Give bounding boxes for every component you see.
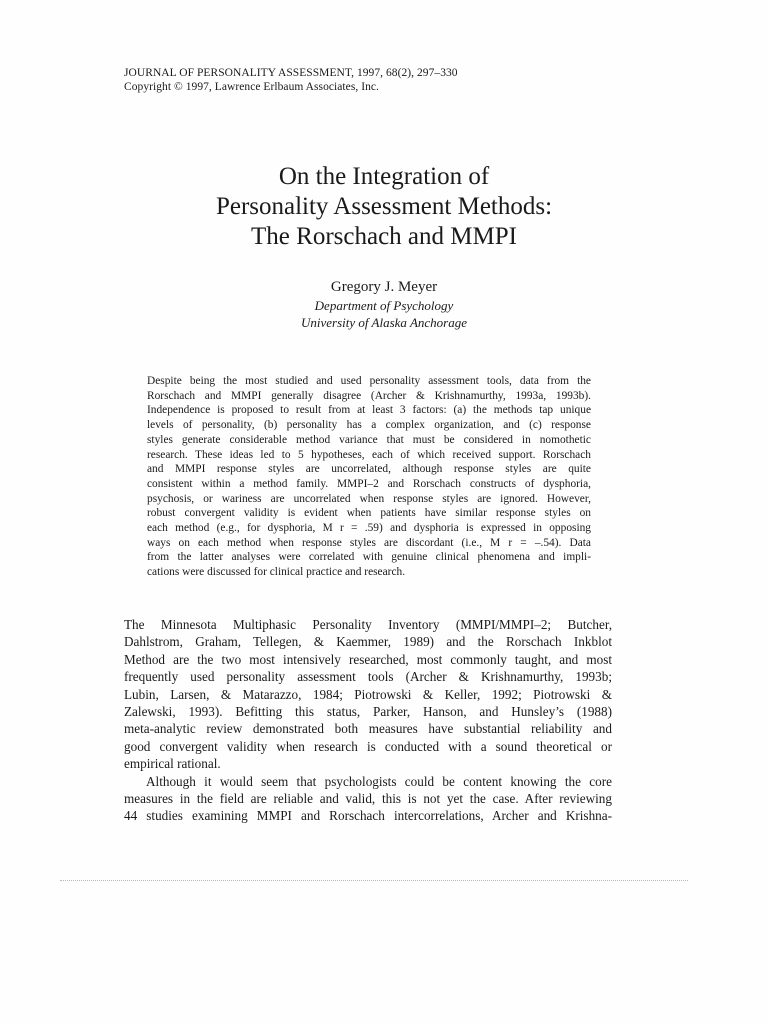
body-line: meta-analytic review demonstrated both measures have substantial reliability and (124, 721, 612, 737)
title-line-2: Personality Assessment Methods: (215, 193, 553, 220)
author-block (84, 278, 684, 331)
abstract-line: research. These ideas led to 5 hypotheses, each of which received support. Rorschach (147, 448, 591, 461)
abstract-line: levels of personality, (b) personality has a complex organization, and (c) response (147, 419, 591, 432)
article-title (84, 162, 684, 252)
body-line: Lubin, Larsen, & Matarazzo, 1984; Piotrowski & Keller, 1992; Piotrowski & (124, 686, 612, 702)
copyright-notice: Copyright © 1997, Lawrence Erlbaum Associates, Inc. (124, 81, 379, 93)
abstract-line: ways on each method when response styles are discordant (i.e., M r = –.54). Data (147, 536, 591, 549)
journal-header (124, 66, 458, 94)
body-line: Although it would seem that psychologists could be content knowing the core (146, 773, 612, 789)
scan-artifact-divider (60, 880, 688, 882)
abstract-line: Independence is proposed to result from at least 3 factors: (a) the methods tap unique (147, 404, 591, 417)
abstract-line: from the latter analyses were correlated with genuine clinical phenomena and impli- (147, 551, 591, 564)
author-name: Gregory J. Meyer (330, 279, 438, 295)
body-line: measures in the field are reliable and valid, this is not yet the case. After reviewing (124, 791, 612, 807)
author-department: Department of Psychology (314, 298, 454, 313)
abstract-line: cations were discussed for clinical practice and research. (147, 566, 406, 579)
body-line: Zalewski, 1993). Befitting this status, Parker, Hanson, and Hunsley’s (1988) (124, 704, 612, 720)
body-line: frequently used personality assessment tools (Archer & Krishnamurthy, 1993b; (124, 669, 612, 685)
abstract-line: each method (e.g., for dysphoria, M r = .59) and dysphoria is expressed in opposing (147, 522, 591, 535)
abstract-line: and MMPI response styles are uncorrelated, although response styles are quite (147, 463, 591, 476)
title-line-1: On the Integration of (278, 163, 490, 190)
body-line: The Minnesota Multiphasic Personality Inventory (MMPI/MMPI–2; Butcher, (124, 617, 612, 632)
abstract-line: consistent within a method family. MMPI–2 and Rorschach constructs of dysphoria, (147, 477, 591, 490)
body-line: Dahlstrom, Graham, Tellegen, & Kaemmer, 1989) and the Rorschach Inkblot (124, 634, 612, 650)
author-university: University of Alaska Anchorage (301, 315, 467, 330)
body-line: 44 studies examining MMPI and Rorschach intercorrelations, Archer and Krishna- (124, 808, 612, 824)
abstract-line: styles generate considerable method variance that must be considered in nomothetic (147, 433, 591, 446)
journal-citation: JOURNAL OF PERSONALITY ASSESSMENT, 1997, 68(2), 297–330 (124, 67, 458, 79)
abstract-line: Rorschach and MMPI generally disagree (Archer & Krishnamurthy, 1993a, 1993b). (147, 389, 591, 402)
abstract-line: psychosis, or wariness are uncorrelated when response styles are ignored. However, (147, 492, 591, 505)
abstract-line: Despite being the most studied and used personality assessment tools, data from the (147, 375, 591, 387)
title-line-3: The Rorschach and MMPI (251, 223, 517, 250)
body-line: good convergent validity when research is conducted with a sound theoretical or (124, 738, 612, 754)
body-line: Method are the two most intensively researched, most commonly taught, and most (124, 651, 612, 667)
abstract (147, 374, 591, 580)
abstract-line: robust convergent validity is evident when patients have similar response styles on (147, 507, 591, 520)
body-text (124, 616, 612, 825)
body-line: empirical rational. (124, 756, 221, 772)
